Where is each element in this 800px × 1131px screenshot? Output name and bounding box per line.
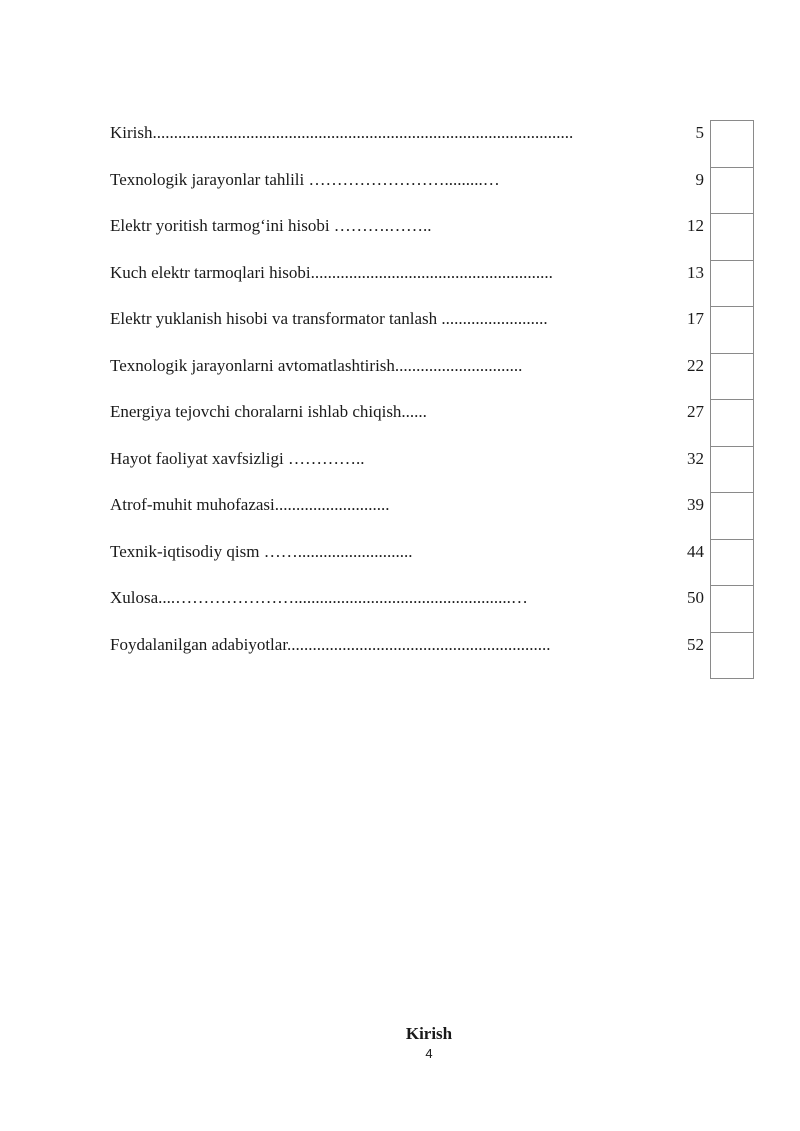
- toc-entry-title: Foydalanilgan adabiyotlar..............................................................: [110, 634, 551, 654]
- toc-entry-energiya-tejovchi: [110, 399, 710, 446]
- toc-entry-page: 32: [687, 448, 704, 468]
- toc-entry-title: Texnologik jarayonlarni avtomatlashtirish..............................: [110, 355, 523, 375]
- toc-entry-page: 39: [687, 495, 704, 514]
- toc-entry-page: 12: [687, 216, 704, 235]
- toc-entry-title: Energiya tejovchi choralarni ishlab chiqish......: [110, 402, 427, 421]
- toc-entry-page: 9: [695, 169, 704, 189]
- toc-entry-elektr-yuklanish: [110, 306, 710, 353]
- toc-entry-page: 50: [687, 588, 704, 607]
- page-number-box-column: [710, 120, 754, 679]
- table-of-contents: [110, 120, 710, 678]
- toc-entry-page: 44: [687, 541, 704, 561]
- toc-entry-xulosa: [110, 585, 710, 632]
- page-number-box: [710, 400, 754, 447]
- page-number-box: [710, 540, 754, 587]
- page-number-box: [710, 261, 754, 308]
- toc-entry-title: Elektr yuklanish hisobi va transformator tanlash .........................: [110, 309, 548, 328]
- toc-entry-title: Texnik-iqtisodiy qism ……...........................: [110, 541, 413, 561]
- toc-entry-texnik-iqtisodiy: [110, 539, 710, 586]
- page-number-box: [710, 120, 754, 168]
- toc-entry-foydalanilgan-adabiyotlar: [110, 632, 710, 679]
- page-number-box: [710, 493, 754, 540]
- toc-entry-kuch-elektr: [110, 260, 710, 307]
- page-number-box: [710, 168, 754, 215]
- page-number-box: [710, 354, 754, 401]
- toc-entry-page: 5: [695, 123, 704, 142]
- toc-entry-page: 27: [687, 402, 704, 421]
- page-number-box: [710, 447, 754, 494]
- toc-entry-title: Kuch elektr tarmoqlari hisobi.........................................................: [110, 262, 553, 282]
- toc-entry-atrof-muhit: [110, 492, 710, 539]
- toc-entry-page: 22: [687, 355, 704, 375]
- page-number-box: [710, 307, 754, 354]
- toc-entry-title: Elektr yoritish tarmog‘ini hisobi ……….……..: [110, 216, 432, 235]
- toc-entry-page: 17: [687, 309, 704, 328]
- section-heading: Kirish: [405, 1024, 453, 1043]
- toc-entry-title: Hayot faoliyat xavfsizligi …………..: [110, 448, 365, 468]
- toc-entry-avtomatlashtirish: [110, 353, 710, 400]
- toc-entry-title: Texnologik jarayonlar tahlili …………………….........…: [110, 169, 500, 189]
- toc-entry-title: Kirish...................................................................................................: [110, 123, 574, 142]
- toc-entry-title: Xulosa....…………………...................................................…: [110, 588, 528, 607]
- page-number: 4: [425, 1046, 433, 1061]
- toc-entry-page: 52: [687, 634, 704, 654]
- toc-entry-kirish: [110, 120, 710, 167]
- page-number-box: [710, 214, 754, 261]
- toc-entry-title: Atrof-muhit muhofazasi...........................: [110, 495, 390, 514]
- toc-entry-elektr-yoritish: [110, 213, 710, 260]
- toc-entry-texnologik-jarayonlar: [110, 167, 710, 214]
- toc-entry-hayot-faoliyat: [110, 446, 710, 493]
- toc-entry-page: 13: [687, 262, 704, 282]
- page-number-box: [710, 633, 754, 680]
- page-number-box: [710, 586, 754, 633]
